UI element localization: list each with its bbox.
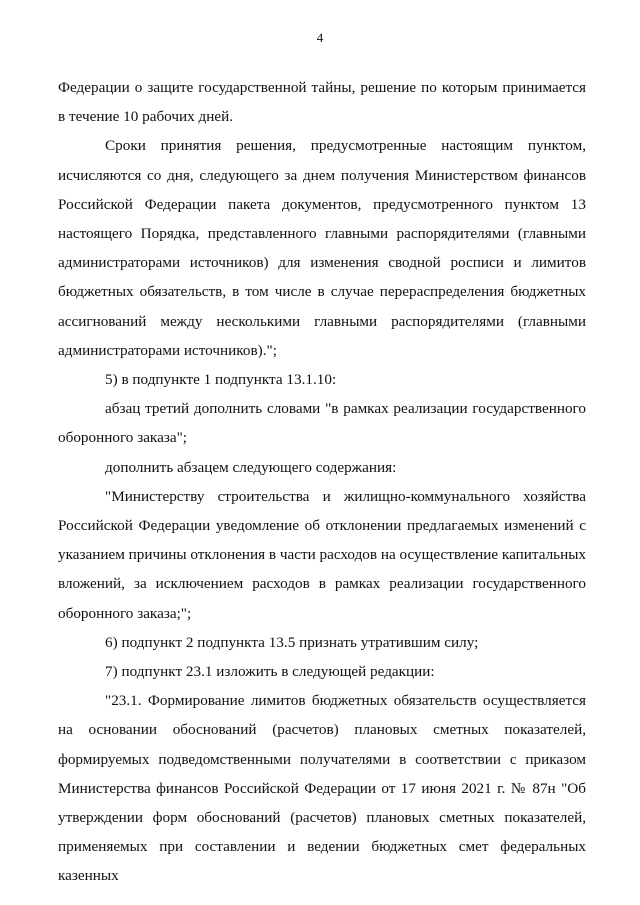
paragraph-9: "23.1. Формирование лимитов бюджетных обязательств осуществляется на основании обоснований (расчетов) плановых сметных показателей, формируемых подведомственными получателями в соответствии с приказом Министерства финансов Российской Федерации от 17 июня 2021 г. № 87н "Об утверждении форм обоснований (расчетов) плановых сметных показателей, применяемых при составлении и ведении бюджетных смет федеральных казенных: [58, 692, 586, 885]
page-number: 4: [316, 30, 324, 45]
paragraph-7: 6) подпункт 2 подпункта 13.5 признать утратившим силу;: [105, 633, 479, 651]
paragraph-2: Сроки принятия решения, предусмотренные настоящим пунктом, исчисляются со дня, следующего за днем получения Министерством финансов Российской Федерации пакета документов, предусмотренного пунктом 13 настоящего Порядка, представленного главными распорядителями (главными администраторами источников) для изменения сводной росписи и лимитов бюджетных обязательств, в том числе в случае перераспределения бюджетных ассигнований между несколькими главными распорядителями (главными администраторами источников).";: [58, 137, 586, 359]
paragraph-5: дополнить абзацем следующего содержания:: [105, 458, 397, 476]
paragraph-1: Федерации о защите государственной тайны, решение по которым принимается в течение 10 рабочих дней.: [58, 79, 586, 126]
paragraph-3: 5) в подпункте 1 подпункта 13.1.10:: [105, 371, 337, 389]
paragraph-6: "Министерству строительства и жилищно-коммунального хозяйства Российской Федерации уведомление об отклонении предлагаемых изменений с указанием причины отклонения в части расходов на осуществление капитальных вложений, за исключением расходов в рамках реализации государственного оборонного заказа;";: [58, 487, 586, 622]
paragraph-4: абзац третий дополнить словами "в рамках реализации государственного оборонного заказа";: [58, 400, 586, 447]
document-body: [58, 73, 586, 891]
paragraph-8: 7) подпункт 23.1 изложить в следующей редакции:: [105, 663, 435, 681]
